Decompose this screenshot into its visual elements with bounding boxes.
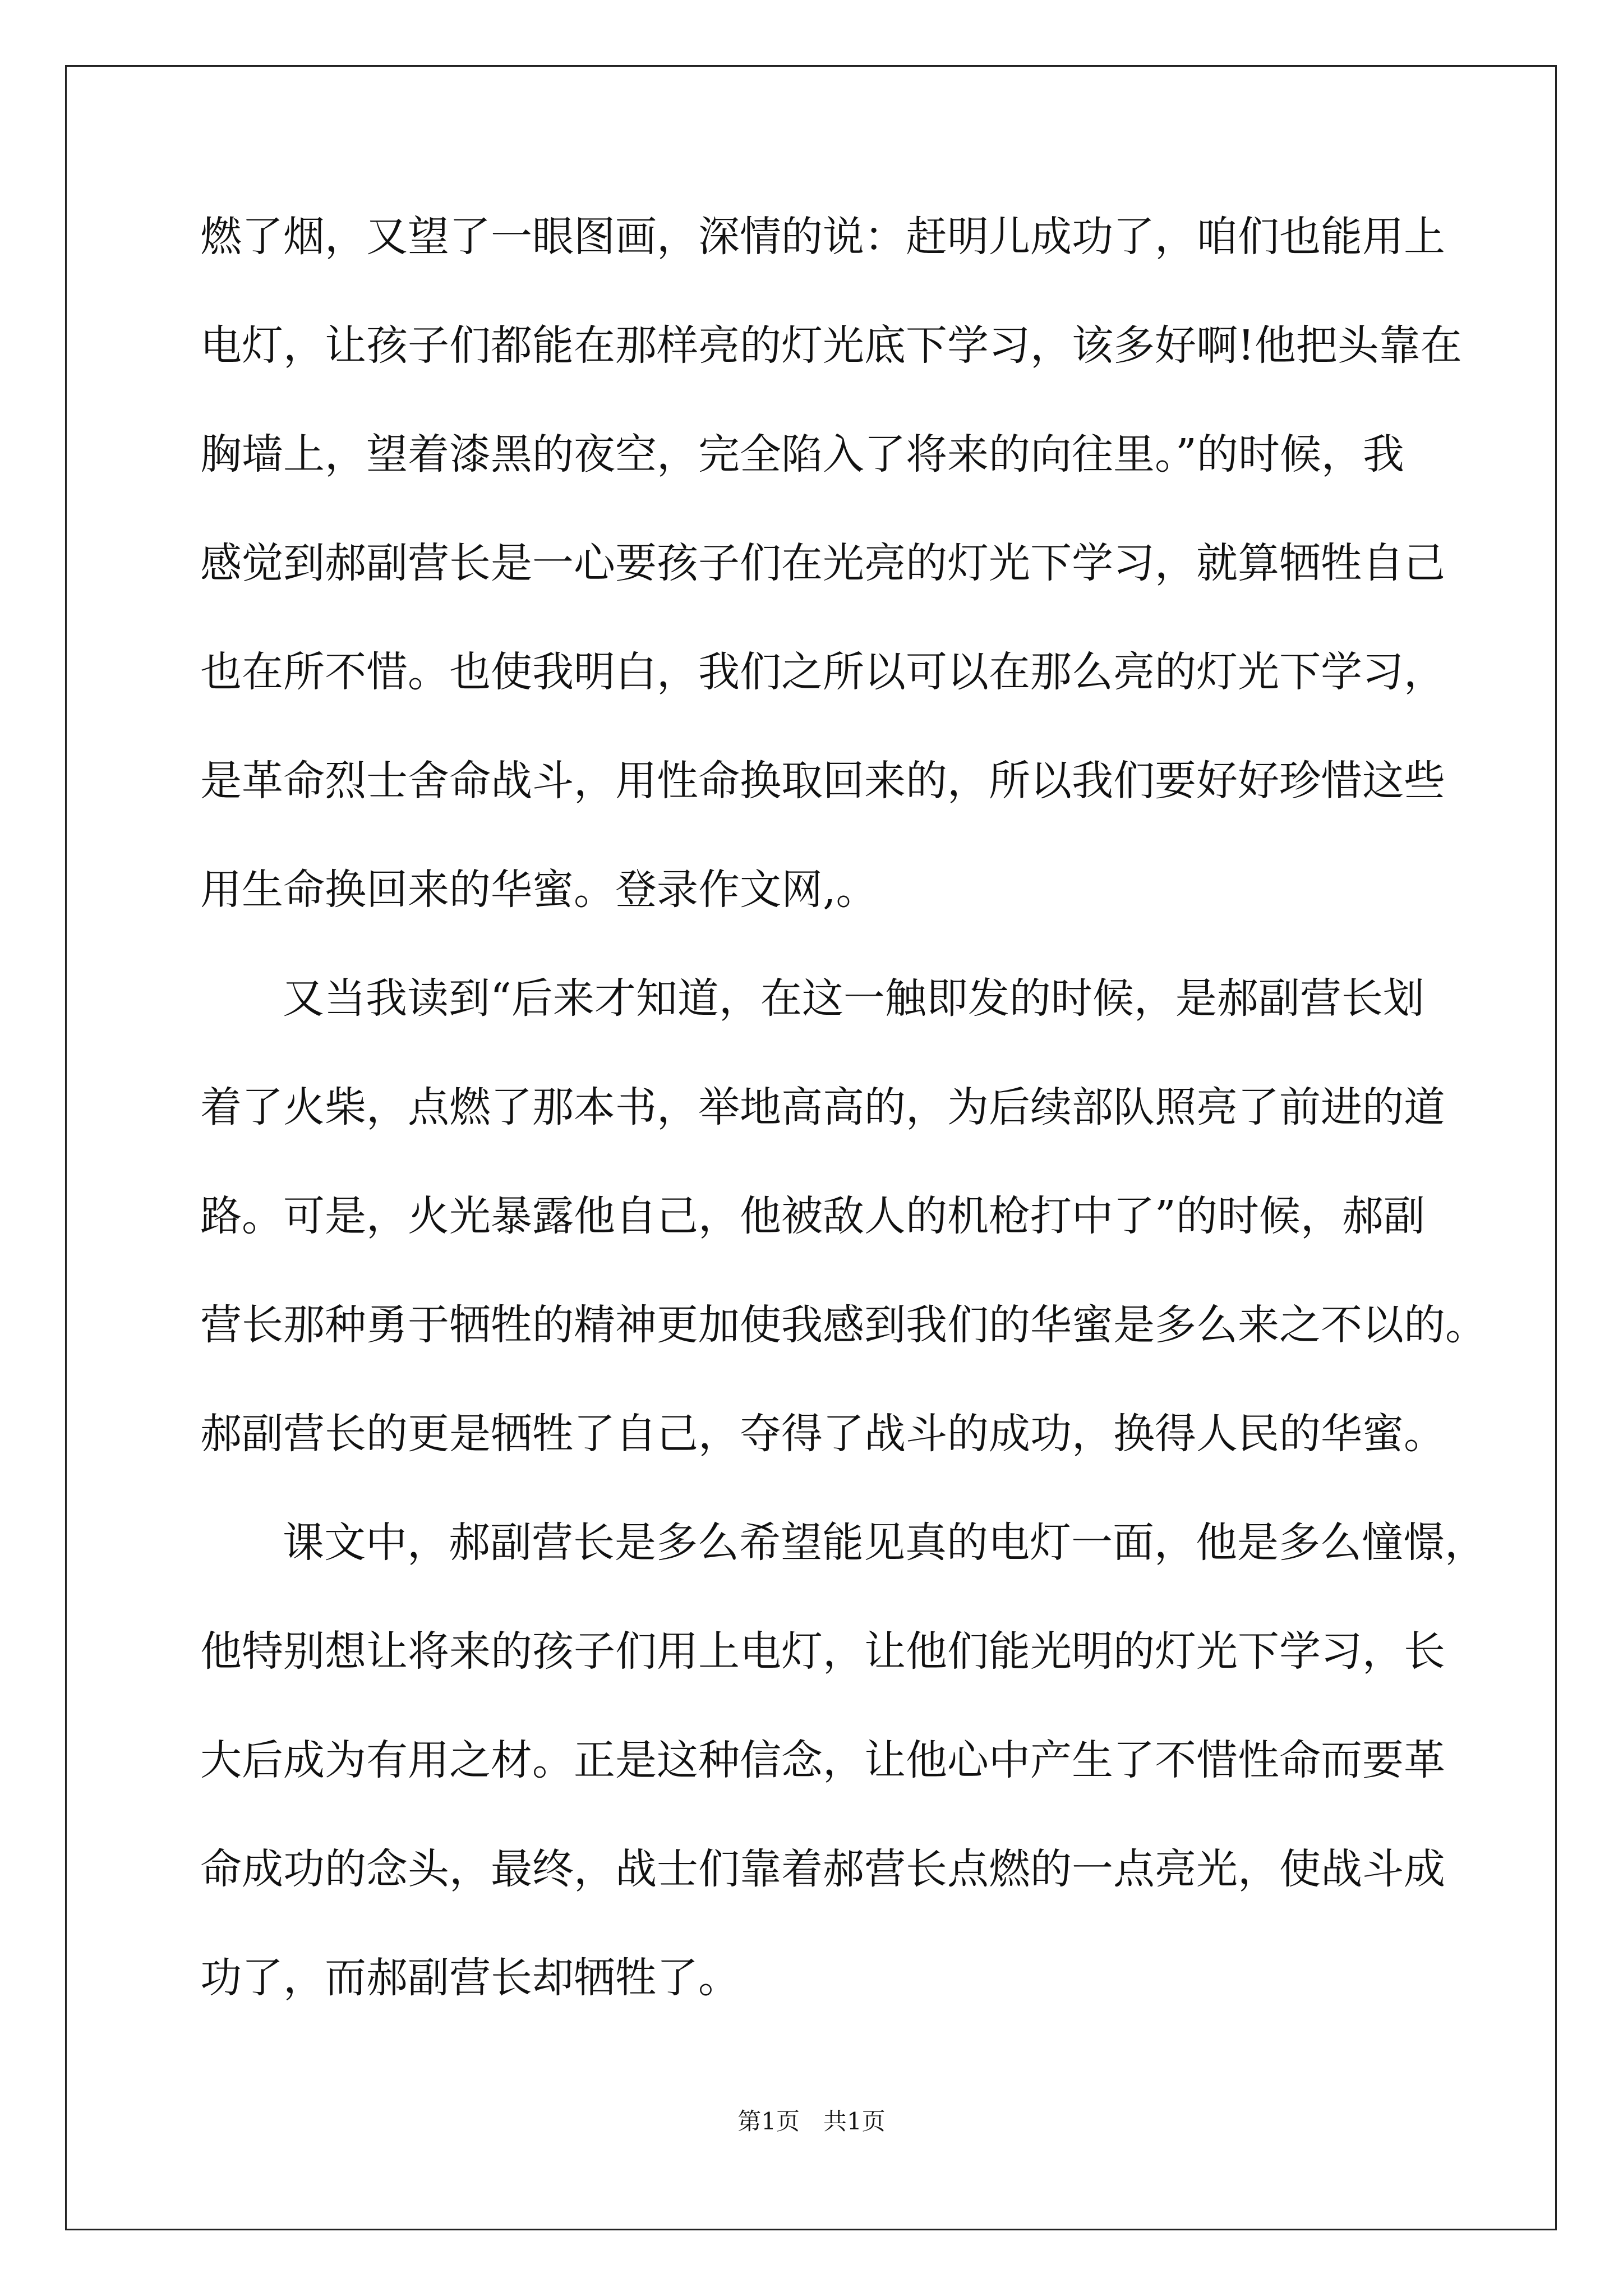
text-line: 是革命烈士舍命战斗，用性命换取回来的，所以我们要好好珍惜这些 xyxy=(200,757,1445,805)
text-line: 大后成为有用之材。正是这种信念，让他心中产生了不惜性命而要革 xyxy=(200,1736,1445,1784)
text-line: 路。可是，火光暴露他自己，他被敌人的机枪打中了”的时候，郝副 xyxy=(200,1192,1425,1240)
text-line: 电灯，让孩子们都能在那样亮的灯光底下学习，该多好啊!他把头靠在 xyxy=(200,321,1462,370)
text-line: 着了火柴，点燃了那本书，举地高高的，为后续部队照亮了前进的道 xyxy=(200,1083,1445,1131)
page-number: 第1页 共1页 xyxy=(737,2108,886,2135)
page-frame xyxy=(65,65,1557,2230)
paragraph-first-line: 课文中，郝副营长是多么希望能见真的电灯一面，他是多么憧憬， xyxy=(283,1519,1486,1567)
text-line: 郝副营长的更是牺牲了自己，夺得了战斗的成功，换得人民的华蜜。 xyxy=(200,1410,1445,1458)
text-line: 燃了烟，又望了一眼图画，深情的说：赶明儿成功了，咱们也能用上 xyxy=(200,213,1445,261)
text-line: 功了，而郝副营长却牺牲了。 xyxy=(200,1954,740,2002)
paragraph-first-line: 又当我读到“后来才知道，在这一触即发的时候，是郝副营长划 xyxy=(283,974,1424,1023)
text-line: 他特别想让将来的孩子们用上电灯，让他们能光明的灯光下学习，长 xyxy=(200,1627,1445,1676)
text-line: 感觉到郝副营长是一心要孩子们在光亮的灯光下学习，就算牺牲自己 xyxy=(200,539,1445,587)
text-line: 命成功的念头，最终，战士们靠着郝营长点燃的一点亮光，使战斗成 xyxy=(200,1845,1445,1893)
text-line: 也在所不惜。也使我明白，我们之所以可以在那么亮的灯光下学习， xyxy=(200,648,1445,696)
text-line: 胸墙上，望着漆黑的夜空，完全陷入了将来的向往里。”的时候，我 xyxy=(200,430,1404,478)
text-line: 营长那种勇于牺牲的精神更加使我感到我们的华蜜是多么来之不以的。 xyxy=(200,1301,1487,1349)
text-line: 用生命换回来的华蜜。登录作文网,。 xyxy=(200,866,878,914)
